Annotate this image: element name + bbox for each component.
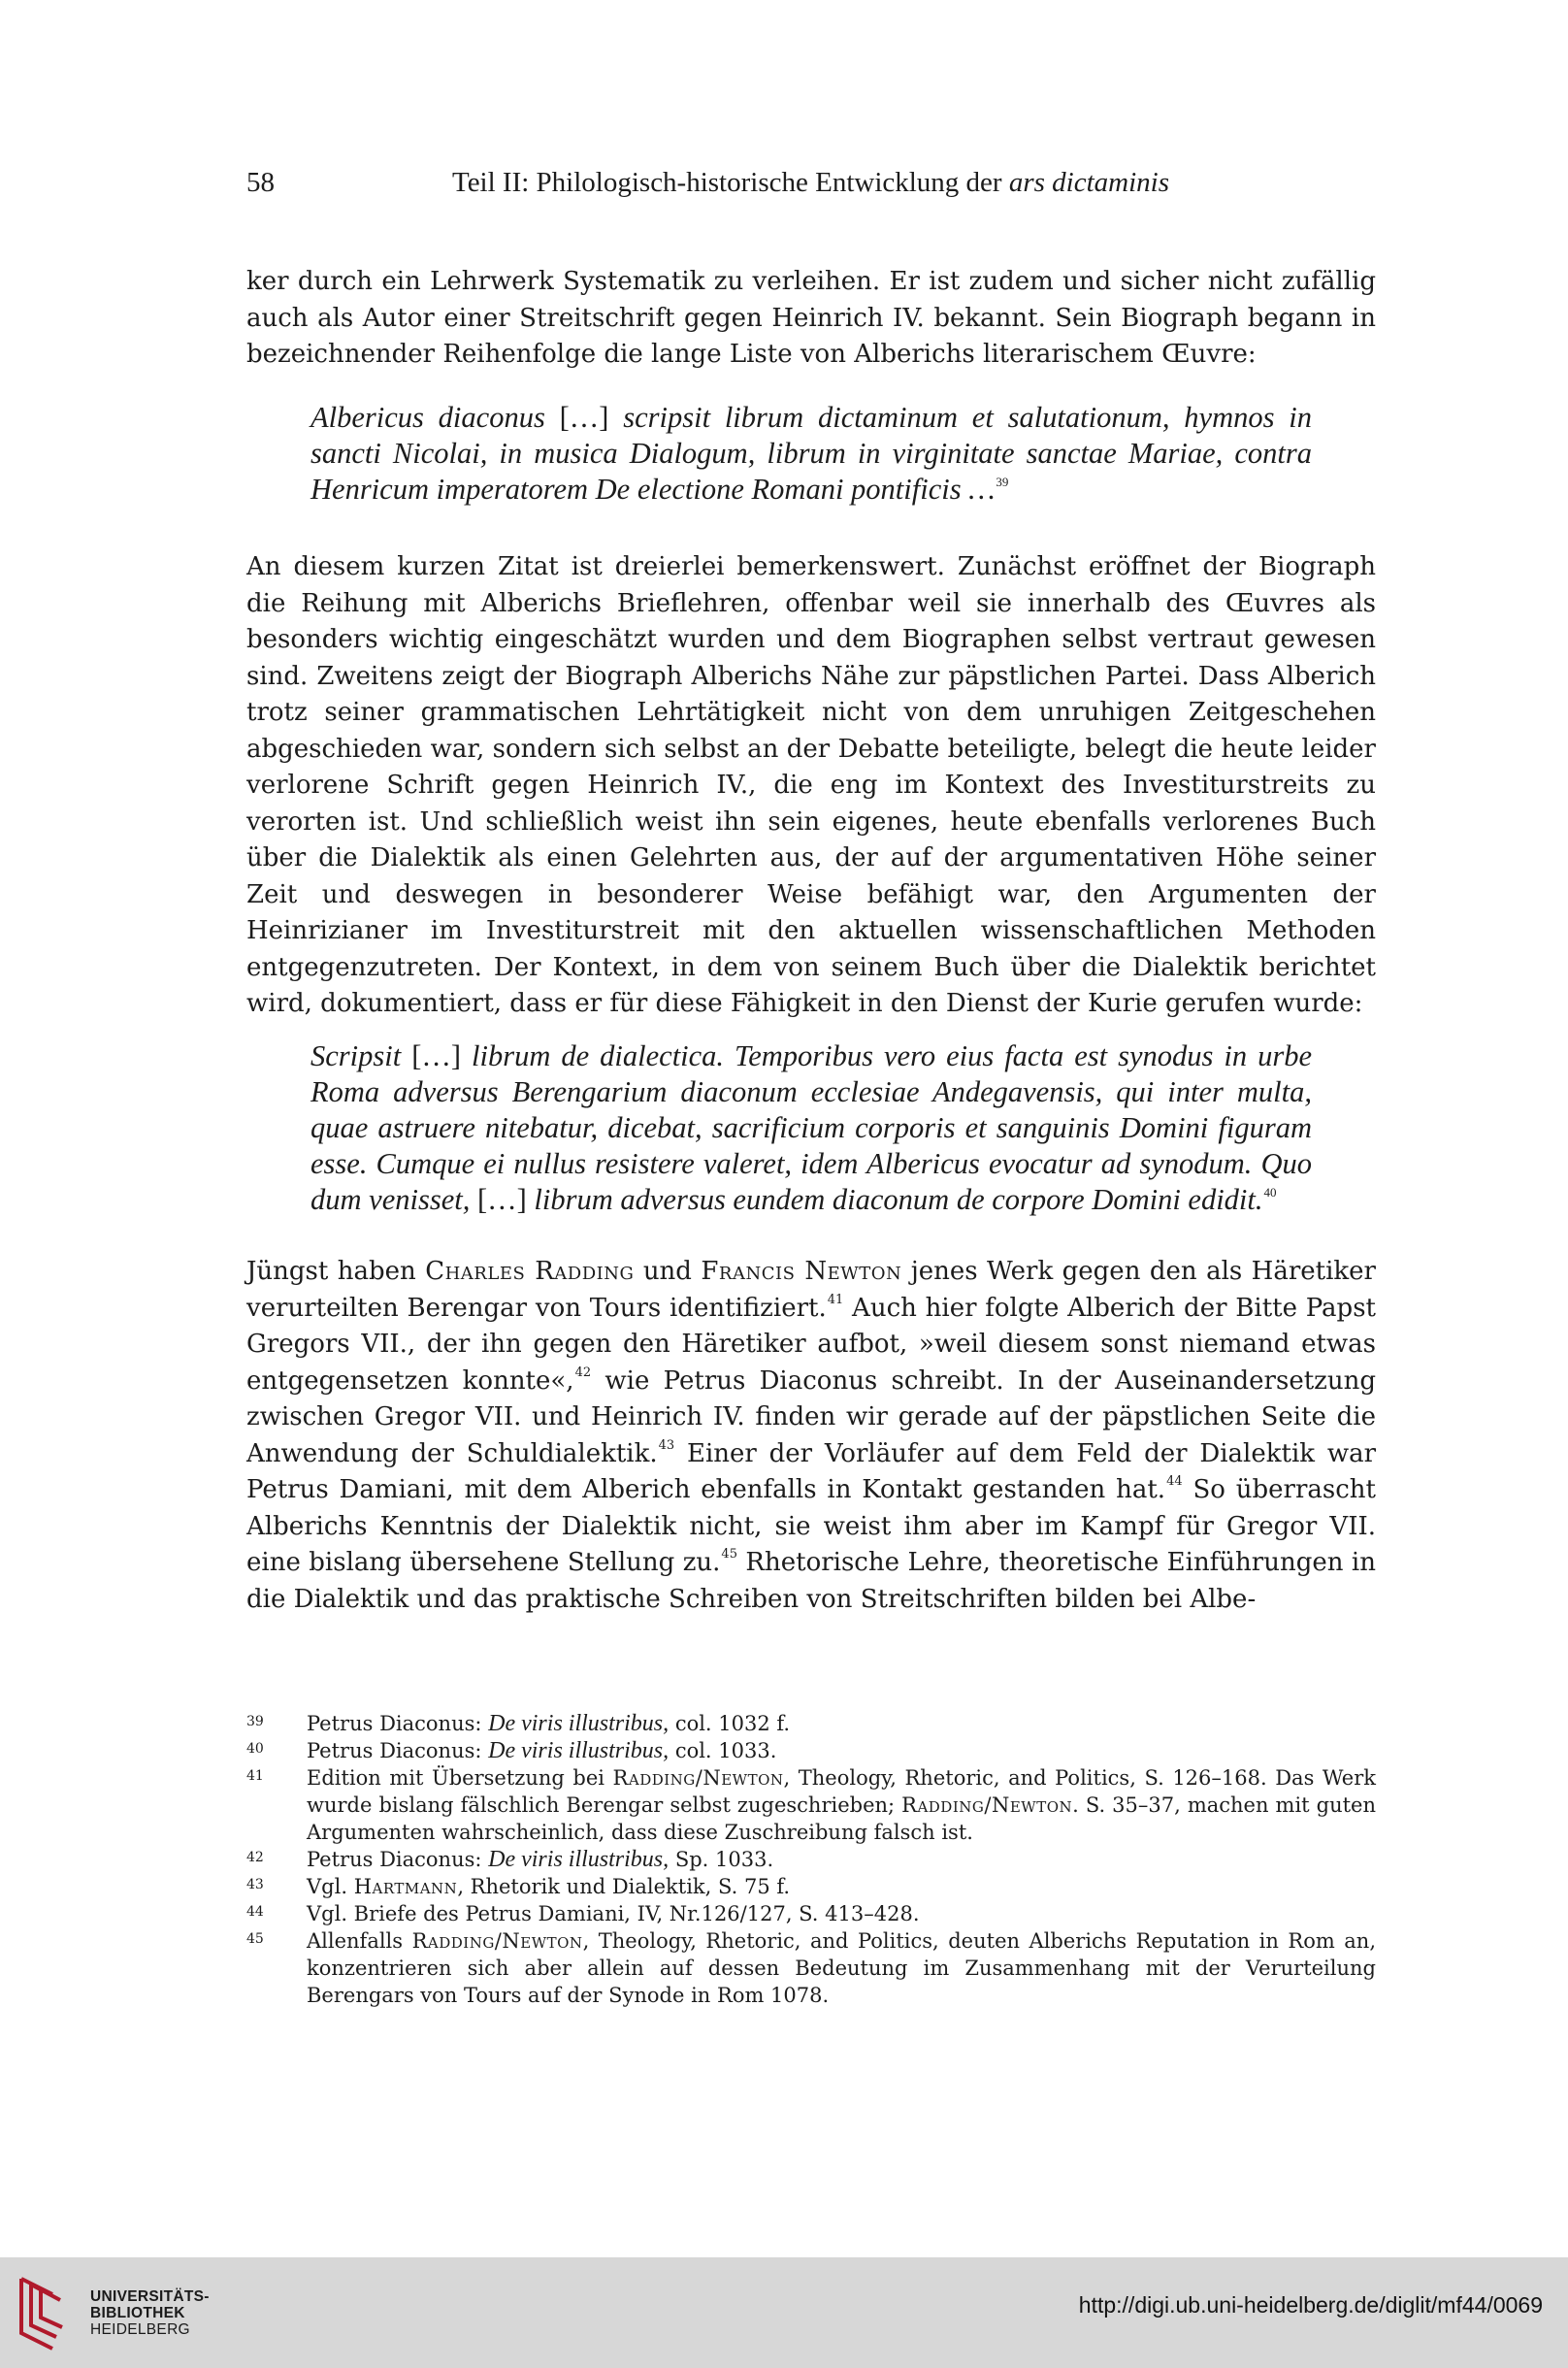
footnote-ref[interactable]: 41 (827, 1292, 844, 1307)
footnote: 43 Vgl. Hartmann, Rhetorik und Dialektik, S. 75 f. (246, 1873, 1376, 1900)
footer-bar (0, 2257, 1568, 2368)
footnote-number: 40 (246, 1741, 264, 1757)
footnote-number: 44 (246, 1904, 264, 1920)
ub-heidelberg-logo-icon (14, 2275, 82, 2352)
block-quote-1: Albericus diaconus […] scripsit librum dictaminum et salutationum, hymnos in sancti Nicolai, in musica Dialogum, librum in virginitate sanctae Mariae, contra Henricum imperatorem De electione Romani pontificis …$^{39}$ (310, 401, 1312, 506)
footnote: 45 Allenfalls Radding/Newton, Theology, Rhetoric, and Politics, deuten Alberichs Reputation in Rom an, konzentrieren sich aber allein auf dessen Bedeutung im Zusammenhang mit der Verurteilung Berengars von Tours auf der Synode in Rom 1078. (246, 1927, 1376, 2009)
footnotes (246, 1710, 1376, 2009)
paragraph-2: An diesem kurzen Zitat ist dreierlei bemerkenswert. Zunächst eröffnet der Biograph die Reihung mit Alberichs Brieflehren, offenbar weil sie innerhalb des Œuvres als besonders wichtig eingeschätzt wurden und dem Biographen selbst vertraut gewesen sind. Zweitens zeigt der Biograph Alberichs Nähe zur päpstlichen Partei. Dass Alberich trotz seiner grammatischen Lehrtätigkeit nicht von dem unruhigen Zeitgeschehen abgeschieden war, sondern sich selbst an der Debatte beteiligte, belegt die heute leider verlorene Schrift gegen Heinrich IV., die eng im Kontext des Investiturstreits zu verorten ist. Und schließlich weist ihn sein eigenes, heute ebenfalls verlorenes Buch über die Dialektik als einen Gelehrten aus, der auf der argumentativen Höhe seiner Zeit und deswegen in besonderer Weise befähigt war, den Argumenten der Heinrizianer im Investiturstreit mit den aktuellen wissenschaftlichen Methoden entgegenzutreten. Der Kontext, in dem von seinem Buch über die Dialektik berichtet wird, dokumentiert, dass er für diese Fähigkeit in den Dienst der Kurie gerufen wurde: (246, 552, 1376, 1018)
block-quote-2: Scripsit […] librum de dialectica. Temporibus vero eius facta est synodus in urbe Roma adversus Berengarium diaconum ecclesiae Andegavensis, qui inter multa, quae astruere nitebatur, dicebat, sacrificium corporis et sanguinis Domini figuram esse. Cumque ei nullus resistere valeret, idem Albericus evocatur ad synodum. Quo dum venisset, […] librum adversus eundem diaconum de corpore Domini edidit.$^{40}$ (310, 1039, 1312, 1216)
footnote-ref[interactable]: 39 (996, 475, 1009, 489)
footnote-number: 43 (246, 1877, 264, 1892)
page-number: 58 (246, 167, 275, 198)
library-name: UNIVERSITÄTS- BIBLIOTHEK HEIDELBERG (90, 2288, 210, 2338)
footnote-number: 42 (246, 1850, 264, 1865)
running-head (246, 167, 1322, 206)
footnote-ref[interactable]: 45 (721, 1547, 737, 1562)
footnote-ref[interactable]: 42 (574, 1365, 592, 1380)
paragraph-3: Jüngst haben Charles Radding und Francis Newton jenes Werk gegen den als Häretiker verurteilten Berengar von Tours identifiziert.$^{41}$ Auch hier folgte Alberich der Bitte Papst Gregors VII., der ihn gegen den Häretiker aufbot, »weil diesem sonst niemand etwas entgegensetzen konnte«,$^{42}$ wie Petrus Diaconus schreibt. In der Auseinandersetzung zwischen Gregor VII. und Heinrich IV. finden wir gerade auf der päpstlichen Seite die Anwendung der Schuldialektik.$^{43}$ Einer der Vorläufer auf dem Feld der Dialektik war Petrus Damiani, mit dem Alberich ebenfalls in Kontakt gestanden hat.$^{44}$ So überrascht Alberichs Kenntnis der Dialektik nicht, sie weist ihm aber im Kampf für Gregor VII. eine bislang übersehene Stellung zu.$^{45}$ Rhetorische Lehre, theoretische Einführungen in die Dialektik und das praktische Schreiben von Streitschriften bilden bei Albe- (246, 1257, 1376, 1614)
footnote-number: 41 (246, 1768, 264, 1784)
footnote-number: 39 (246, 1714, 264, 1729)
running-title: Teil II: Philologisch-historische Entwicklung der ars dictaminis (452, 167, 1169, 198)
footnote: 39 Petrus Diaconus: De viris illustribus, col. 1032 f. (246, 1710, 1376, 1737)
footnote: 42 Petrus Diaconus: De viris illustribus, Sp. 1033. (246, 1846, 1376, 1873)
footnote-number: 45 (246, 1931, 264, 1947)
paragraph-1: ker durch ein Lehrwerk Systematik zu verleihen. Er ist zudem und sicher nicht zufällig auch als Autor einer Streitschrift gegen Heinrich IV. bekannt. Sein Biograph begann in bezeichnender Reihenfolge die lange Liste von Alberichs literarischem Œuvre: (246, 267, 1376, 369)
source-url-link[interactable]: http://digi.ub.uni-heidelberg.de/diglit/mf44/0069 (1078, 2292, 1543, 2318)
author-name: Charles Radding (425, 1257, 635, 1286)
footnote-ref[interactable]: 44 (1166, 1474, 1183, 1489)
footnote: 41 Edition mit Übersetzung bei Radding/Newton, Theology, Rhetoric, and Politics, S. 126–168. Das Werk wurde bislang fälschlich Berengar selbst zugeschrieben; Radding/Newton. S. 35–37, machen mit guten Argumenten wahrscheinlich, dass diese Zuschreibung falsch ist. (246, 1764, 1376, 1846)
author-name: Francis Newton (701, 1257, 902, 1286)
footnote-ref[interactable]: 43 (658, 1437, 675, 1453)
footnote: 40 Petrus Diaconus: De viris illustribus, col. 1033. (246, 1737, 1376, 1764)
footnote-ref[interactable]: 40 (1263, 1185, 1277, 1200)
footnote: 44 Vgl. Briefe des Petrus Damiani, IV, Nr.126/127, S. 413–428. (246, 1900, 1376, 1927)
